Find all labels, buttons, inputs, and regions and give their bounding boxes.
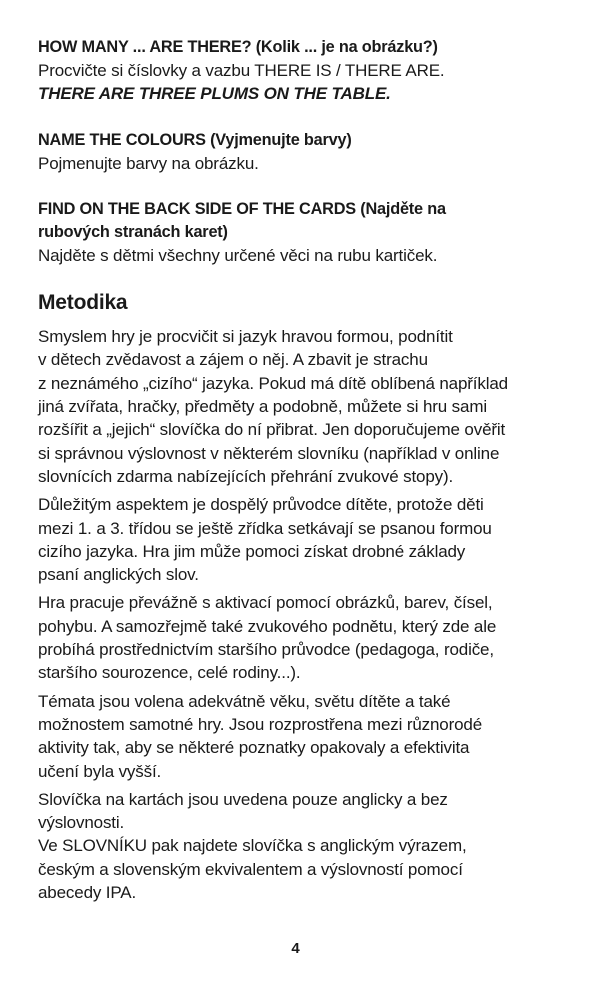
section-how-many: [38, 36, 558, 106]
paragraph-line: výslovnosti.: [38, 813, 125, 833]
section-text: Procvičte si číslovky a vazbu THERE IS / THERE ARE.: [38, 61, 445, 80]
paragraph-line: učení byla vyšší.: [38, 761, 162, 781]
paragraph-line: probíhá prostřednictvím staršího průvodce (pedagoga, rodiče,: [38, 640, 494, 660]
paragraph-line: Důležitým aspektem je dospělý průvodce dítěte, protože děti: [38, 495, 484, 515]
document-page: [38, 36, 558, 909]
methodology-paragraph: [38, 493, 558, 586]
methodology-title: Metodika: [38, 291, 128, 315]
paragraph-line: Hra pracuje převážně s aktivací pomocí obrázků, barev, čísel,: [38, 593, 493, 613]
paragraph-line: Témata jsou volena adekvátně věku, světu dítěte a také: [38, 691, 451, 711]
paragraph-line: slovnících zdarma nabízejících přehrání zvukové stopy).: [38, 466, 454, 486]
paragraph-line: jiná zvířata, hračky, předměty a podobně, můžete si hru sami: [38, 397, 487, 417]
paragraph-line: Smyslem hry je procvičit si jazyk hravou formou, podnítit: [38, 327, 453, 347]
methodology-paragraph: [38, 591, 558, 684]
section-text: Pojmenujte barvy na obrázku.: [38, 153, 259, 173]
methodology-paragraph: [38, 325, 558, 488]
page-number: 4: [291, 940, 300, 957]
paragraph-line: mezi 1. a 3. třídou se ještě zřídka setkávají se psanou formou: [38, 518, 492, 538]
paragraph-line: Slovíčka na kartách jsou uvedena pouze anglicky a bez: [38, 789, 448, 809]
paragraph-line: Ve SLOVNÍKU pak najdete slovíčka s anglickým výrazem,: [38, 836, 467, 856]
paragraph-line: pohybu. A samozřejmě také zvukového podnětu, který zde ale: [38, 616, 497, 636]
section-heading: FIND ON THE BACK SIDE OF THE CARDS (Najděte na: [38, 199, 446, 218]
methodology-section: [38, 289, 558, 904]
paragraph-line: českým a slovenským ekvivalentem a výslovností pomocí: [38, 859, 463, 879]
section-heading: NAME THE COLOURS (Vyjmenujte barvy): [38, 130, 352, 149]
paragraph-line: v dětech zvědavost a zájem o něj. A zbavit je strachu: [38, 350, 428, 370]
methodology-body: [38, 325, 558, 904]
paragraph-line: si správnou výslovnost v některém slovníku (například v online: [38, 443, 500, 463]
paragraph-line: abecedy IPA.: [38, 883, 137, 903]
paragraph-line: z neznámého „cizího“ jazyka. Pokud má dítě oblíbená například: [38, 373, 508, 393]
paragraph-line: cizího jazyka. Hra jim může pomoci získat drobné základy: [38, 541, 466, 561]
methodology-paragraph: [38, 788, 558, 904]
paragraph-line: rozšířit a „jejich“ slovíčka do ní přibrat. Jen doporučujeme ověřit: [38, 420, 506, 440]
paragraph-line: aktivity tak, aby se některé poznatky opakovaly a efektivita: [38, 738, 470, 758]
methodology-paragraph: [38, 690, 558, 783]
paragraph-line: možnostem samotné hry. Jsou rozprostřena mezi různorodé: [38, 714, 483, 734]
section-text: Najděte s dětmi všechny určené věci na rubu kartiček.: [38, 245, 438, 265]
paragraph-line: staršího sourozence, celé rodiny...).: [38, 663, 301, 683]
paragraph-line: psaní anglických slov.: [38, 565, 199, 585]
section-heading: rubových stranách karet): [38, 222, 228, 241]
example-sentence: THERE ARE THREE PLUMS ON THE TABLE.: [38, 84, 391, 104]
section-name-colours: [38, 129, 558, 175]
section-find-back-side: [38, 198, 558, 267]
section-heading: HOW MANY ... ARE THERE? (Kolik ... je na obrázku?): [38, 38, 438, 56]
